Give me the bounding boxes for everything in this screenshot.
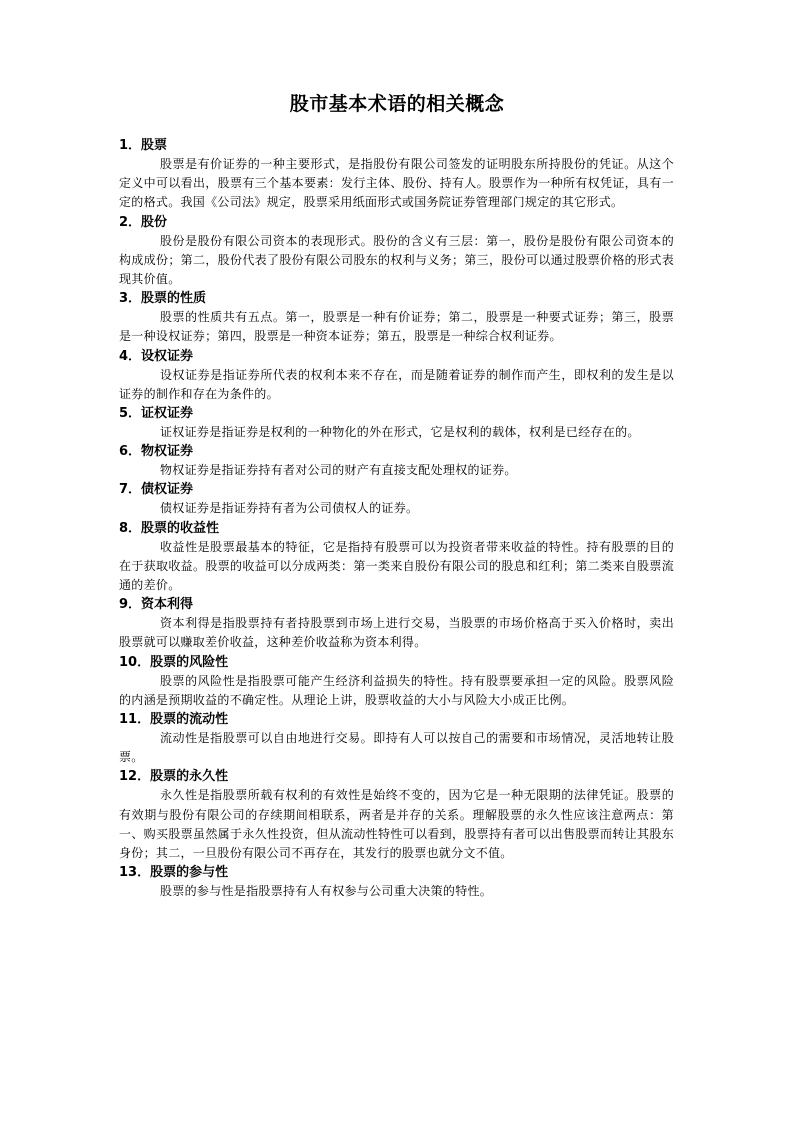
section-text: 股票的性质共有五点。第一，股票是一种有价证券；第二，股票是一种要式证券；第三，股票是一种设权证券；第四，股票是一种资本证券；第五，股票是一种综合权利证券。 [119, 310, 674, 344]
section-heading: 2．股份 [119, 214, 168, 230]
section-text: 收益性是股票最基本的特征，它是指持有股票可以为投资者带来收益的特性。持有股票的目的在于获取收益。股票的收益可以分成两类：第一类来自股份有限公司的股息和红利；第二类来自股票流通的差价。 [119, 539, 674, 593]
section-participation [119, 863, 674, 901]
section-share [119, 213, 674, 290]
section-text: 股票的参与性是指股票持有人有权参与公司重大决策的特性。 [160, 884, 493, 899]
section-heading: 10．股票的风险性 [119, 654, 229, 670]
section-permanence [119, 767, 674, 863]
section-text: 证权证券是指证券是权利的一种物化的外在形式，它是权利的载体，权利是已经存在的。 [160, 425, 640, 440]
section-text: 股票的风险性是指股票可能产生经济利益损失的特性。持有股票要承担一定的风险。股票风险的内涵是预期收益的不确定性。从理论上讲，股票收益的大小与风险大小成正比例。 [119, 673, 674, 707]
section-liquidity [119, 710, 674, 767]
section-heading: 7．债权证券 [119, 482, 194, 498]
section-text: 债权证券是指证券持有者为公司债权人的证券。 [160, 501, 419, 516]
section-heading: 4．设权证券 [119, 348, 194, 364]
section-text: 股票是有价证券的一种主要形式，是指股份有限公司签发的证明股东所持股份的凭证。从这个定义中可以看出，股票有三个基本要素：发行主体、股份、持有人。股票作为一种所有权凭证，具有一定的格式。我国《公司法》规定，股票采用纸面形式或国务院证券管理部门规定的其它形式。 [119, 157, 674, 210]
section-heading: 9．资本利得 [119, 597, 194, 613]
section-stock-nature [119, 289, 674, 346]
section-text: 流动性是指股票可以自由地进行交易。即持有人可以按自己的需要和市场情况，灵活地转让股票。 [119, 731, 674, 765]
section-heading: 12．股票的永久性 [119, 769, 229, 785]
section-heading: 13．股票的参与性 [119, 865, 229, 881]
section-text: 资本利得是指股票持有者持股票到市场上进行交易，当股票的市场价格高于买入价格时，卖出股票就可以赚取差价收益，这种差价收益称为资本利得。 [119, 616, 674, 650]
section-profitability [119, 519, 674, 596]
section-stock [119, 136, 674, 213]
section-dispositive-security [119, 347, 674, 404]
section-heading: 5．证权证券 [119, 406, 194, 422]
section-heading: 11．股票的流动性 [119, 712, 229, 728]
section-text: 物权证券是指证券持有者对公司的财产有直接支配处理权的证券。 [160, 463, 517, 478]
section-text: 股份是股份有限公司资本的表现形式。股份的含义有三层：第一，股份是股份有限公司资本的构成成份；第二，股份代表了股份有限公司股东的权利与义务；第三，股份可以通过股票价格的形式表现其价值。 [119, 233, 674, 287]
section-capital-gains [119, 595, 674, 652]
document-body [119, 136, 674, 901]
section-heading: 6．物权证券 [119, 444, 194, 460]
section-risk [119, 653, 674, 710]
section-evidentiary-security [119, 404, 674, 442]
section-heading: 1．股票 [119, 138, 168, 153]
section-text: 永久性是指股票所载有权利的有效性是始终不变的，因为它是一种无限期的法律凭证。股票的有效期与股份有限公司的存续期间相联系，两者是并存的关系。理解股票的永久性应该注意两点：第一、购买股票虽然属于永久性投资，但从流动性特性可以看到，股票持有者可以出售股票而转让其股东身份；其二，一旦股份有限公司不再存在，其发行的股票也就分文不值。 [119, 788, 674, 861]
section-property-security [119, 442, 674, 480]
section-creditor-security [119, 480, 674, 518]
section-heading: 8．股票的收益性 [119, 520, 220, 536]
document-title: 股市基本术语的相关概念 [289, 93, 505, 115]
section-text: 设权证券是指证券所代表的权利本来不存在，而是随着证券的制作而产生，即权利的发生是以证券的制作和存在为条件的。 [119, 367, 674, 401]
section-heading: 3．股票的性质 [119, 291, 207, 307]
